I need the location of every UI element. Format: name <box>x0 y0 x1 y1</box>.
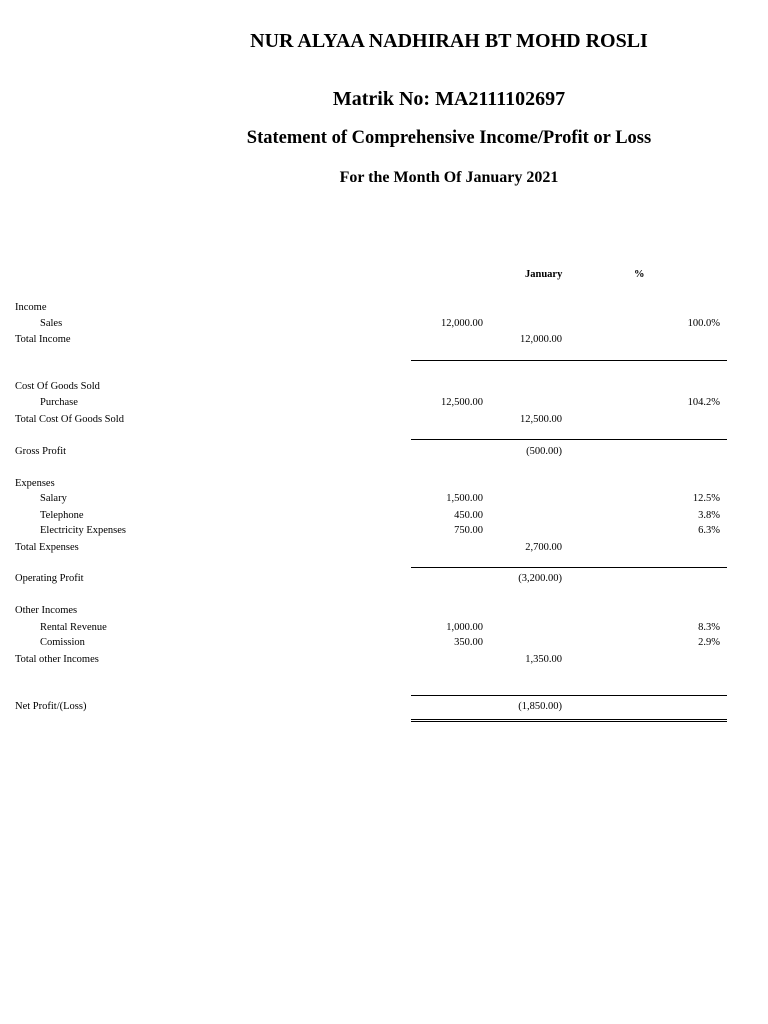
total-expenses-row <box>0 541 768 555</box>
column-header-percent: % <box>634 269 645 280</box>
line-item-label: Electricity Expenses <box>40 525 127 536</box>
double-underline <box>411 719 727 722</box>
line-item-amount: 1,500.00 <box>446 493 483 504</box>
section-heading-income <box>0 301 768 315</box>
section-heading-label: Expenses <box>15 478 55 489</box>
total-label: Total Income <box>15 334 71 345</box>
net-profit-label: Net Profit/(Loss) <box>15 701 87 712</box>
line-item-purchase <box>0 396 768 410</box>
gross-profit-value: (500.00) <box>526 446 562 457</box>
divider-line <box>411 567 727 568</box>
operating-profit-row <box>0 572 768 586</box>
line-item-amount: 350.00 <box>454 637 483 648</box>
line-item-percent: 3.8% <box>698 510 720 521</box>
line-item-label: Salary <box>40 493 67 504</box>
line-item-amount: 12,000.00 <box>441 318 483 329</box>
total-amount: 2,700.00 <box>525 542 562 553</box>
line-item-amount: 12,500.00 <box>441 397 483 408</box>
line-item-rental-revenue <box>0 621 768 635</box>
operating-profit-label: Operating Profit <box>15 573 84 584</box>
line-item-comission <box>0 636 768 650</box>
column-header-month: January <box>525 269 563 280</box>
line-item-percent: 2.9% <box>698 637 720 648</box>
line-item-amount: 1,000.00 <box>446 622 483 633</box>
net-profit-value: (1,850.00) <box>518 701 562 712</box>
line-item-percent: 6.3% <box>698 525 720 536</box>
line-item-label: Sales <box>40 318 63 329</box>
line-item-label: Comission <box>40 637 85 648</box>
total-amount: 1,350.00 <box>525 654 562 665</box>
total-label: Total other Incomes <box>15 654 99 665</box>
total-label: Total Cost Of Goods Sold <box>15 414 124 425</box>
line-item-percent: 12.5% <box>692 493 720 504</box>
gross-profit-row <box>0 445 768 459</box>
total-other-incomes-row <box>0 653 768 667</box>
section-heading-cogs <box>0 380 768 394</box>
net-profit-row <box>0 700 768 714</box>
divider-line <box>411 360 727 361</box>
line-item-label: Purchase <box>40 397 78 408</box>
line-item-percent: 104.2% <box>687 397 720 408</box>
line-item-percent: 8.3% <box>698 622 720 633</box>
section-heading-expenses <box>0 477 768 491</box>
line-item-percent: 100.0% <box>687 318 720 329</box>
line-item-label: Rental Revenue <box>40 622 107 633</box>
line-item-amount: 450.00 <box>454 510 483 521</box>
operating-profit-value: (3,200.00) <box>518 573 562 584</box>
line-item-amount: 750.00 <box>454 525 483 536</box>
total-cogs-row <box>0 413 768 427</box>
statement-title: Statement of Comprehensive Income/Profit or Loss <box>246 128 652 148</box>
divider-line <box>411 439 727 440</box>
total-income-row <box>0 333 768 347</box>
divider-line <box>411 695 727 696</box>
gross-profit-label: Gross Profit <box>15 446 67 457</box>
section-heading-other-incomes <box>0 604 768 618</box>
matrik-number: Matrik No: MA2111102697 <box>332 88 566 110</box>
line-item-electricity <box>0 524 768 538</box>
statement-period: For the Month Of January 2021 <box>339 169 559 186</box>
line-item-sales <box>0 317 768 331</box>
student-name: NUR ALYAA NADHIRAH BT MOHD ROSLI <box>250 30 648 52</box>
section-heading-label: Cost Of Goods Sold <box>15 381 100 392</box>
section-heading-label: Income <box>15 302 47 313</box>
total-label: Total Expenses <box>15 542 79 553</box>
total-amount: 12,500.00 <box>520 414 562 425</box>
line-item-telephone <box>0 509 768 523</box>
total-amount: 12,000.00 <box>520 334 562 345</box>
line-item-label: Telephone <box>40 510 84 521</box>
line-item-salary <box>0 492 768 506</box>
section-heading-label: Other Incomes <box>15 605 78 616</box>
